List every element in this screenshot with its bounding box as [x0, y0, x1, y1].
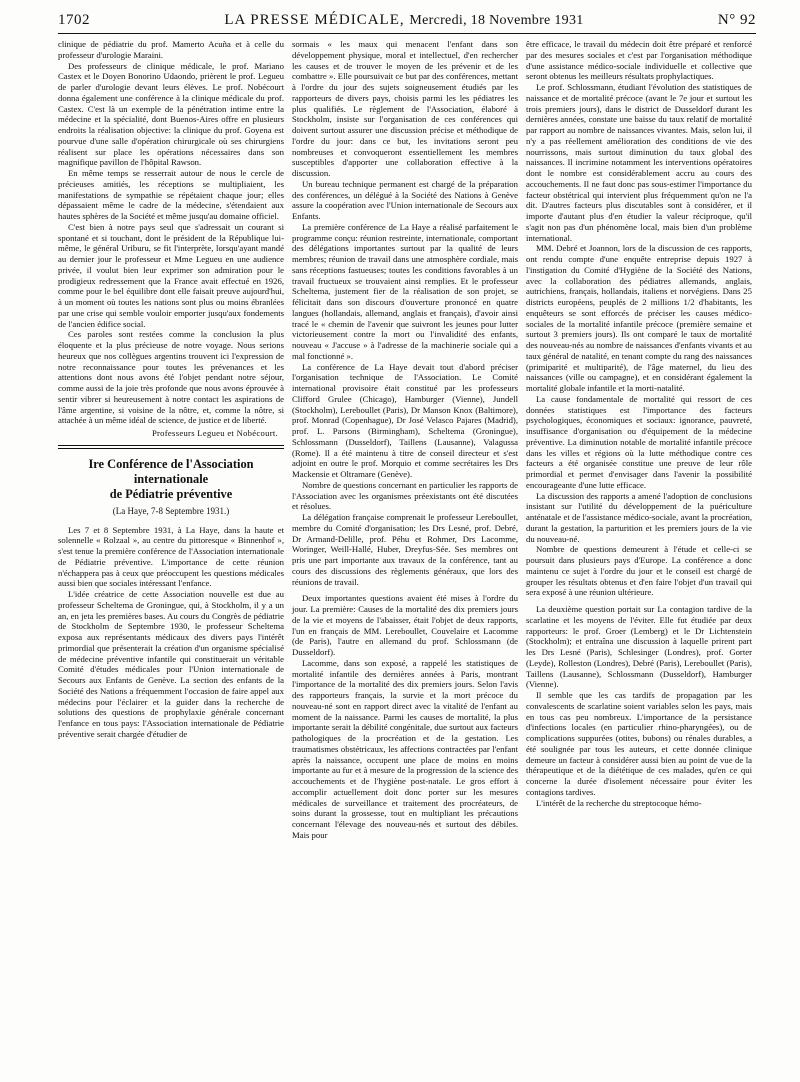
paragraph: Les 7 et 8 Septembre 1931, à La Haye, dans la haute et solennelle « Rolzaal », au centre du pittoresque « Binnenhof », s'est tenue la première conférence de l'Association internationale de Pédiatrie préventive. L'importance de cette réunion n'échappera pas à ceux que préoccupent les questions médicales aussi bien que sociales intéressant l'enfance. — [58, 524, 284, 589]
paragraph: Deux importantes questions avaient été mises à l'ordre du jour. La première: Causes de la mortalité des dix premiers jours de la vie et moyens de l'abaisser, était l'objet de deux rapports, l'un en français de MM. Lereboullet, Couvelaire et Lacomme (de Paris), l'autre en allemand du prof. Schlossmann (de Dusseldorf). — [292, 593, 518, 657]
section-divider — [58, 445, 284, 446]
paragraph: clinique de pédiatrie du prof. Mamerto Acuña et à celle du professeur d'urologie Maraini. — [58, 39, 284, 60]
paragraph: Lacomme, dans son exposé, a rappelé les statistiques de mortalité infantile des dernières années à Paris, montrant l'importance de la mortalité des dix premiers jours. Selon l'avis des rapporteurs français, la survie et la mort précoce du nouveau-né sont en rapport direct avec la vitalité de l'enfant au moment de la naissance. Parmi les causes de mortalité, la plus importante serait la débilité congénitale, due surtout aux facteurs pathologiques de la procréation et de la gestation. Les traumatismes obstétricaux, les affections contractées par l'enfant après la naissance, occupent une place de moins en moins importante au fur et à mesure de la progression de la science des accouchements et de l'hygiène post-natale. Le gros effort à accomplir actuellement doit donc porter sur les mesures médicales de surveillance et traitement des procréateurs, de soins durant la grossesse, tout en multipliant les précautions concernant l'élevage des nouveau-nés et surtout des débiles. Mais pour — [292, 657, 518, 840]
page-number: 1702 — [58, 12, 90, 28]
article-place-date: (La Haye, 7-8 Septembre 1931.) — [112, 505, 230, 516]
journal-name: LA PRESSE MÉDICALE, — [224, 12, 405, 28]
paragraph: MM. Debré et Joannon, lors de la discussion de ces rapports, ont rendu compte d'une enquête entreprise depuis 1927 à l'instigation du Comité d'Hygiène de la Société des Nations, avec la collaboration des pédiatres allemands, anglais, autrichiens, français, hollandais, italiens et norvégiens. Dans 25 districts européens, peuplés de 2 millions 1/2 d'habitants, les enquêteurs se sont efforcés de préciser les causes médico-sociales de la mortalité infantile précoce (première semaine et surtout 3 premiers jours). Ils ont comparé le taux de mortalité des nouveau-nés au nombre de naissances d'enfants vivants et au taux général de natalité, en tenant compte du rang des naissances (primiparité et multiparité), de l'âge maternel, du lieu des naissances (ville ou campagne), et en considérant également la mortalité globale infantile et la morti-natalité. — [526, 243, 752, 393]
column-2 — [292, 39, 518, 841]
paragraph: L'intérêt de la recherche du streptocoque hémo- — [536, 797, 702, 808]
section-divider — [58, 448, 284, 449]
article-title-line: de Pédiatrie préventive — [109, 486, 233, 501]
column-3 — [526, 39, 752, 841]
paragraph: Le prof. Schlossmann, étudiant l'évolution des statistiques de naissance et de mortalité précoce (avant le 7e jour et surtout les trois premiers jours), dans le district de Dusseldorf durant les dernières années, constate une baisse du taux relatif de mortalité par rapport au nombre de naissances vivantes. Mais, selon lui, il n'y a pas réellement amélioration des conditions de vie des nourrissons, mais surtout diminution du taux global des naissances. Il incrimine notamment les interventions opératoires dont le nombre est considérablement accru au cours des accouchements. Il ne faut donc pas sous-estimer l'importance du facteur obstétrical qui intervient plus fréquemment qu'on ne l'a dit. D'autres facteurs plus discutables sont à considérer, et il importe d'autant plus d'en étudier la valeur réciproque, qu'il s'agit non pas d'un phénomène local, mais bien d'un problème international. — [526, 82, 752, 243]
paragraph: La première conférence de La Haye a réalisé parfaitement le programme conçu: réunion restreinte, internationale, comportant des délégations importantes surtout par la qualité de leurs membres; réunion de travail dans une atmosphère cordiale, mais sans réceptions fastueuses; toutes les conditions favorables à un travail fructueux se trouvaient ainsi remplies. Et le professeur Scheltema, justement fier de la réalisation de son projet, se félicitait dans son discours d'ouverture prononcé en quatre langues (hollandais, allemand, anglais et français), d'avoir ainsi tracé le « chemin de l'avenir que suivront les jeunes pour lutter victorieusement contre la mort ou l'invalidité des enfants, nouveau « J'accuse » à l'adresse de la machinerie sociale qui a mal fonctionné ». — [292, 221, 518, 361]
paragraph: sormais « les maux qui menacent l'enfant dans son développement physique, moral et intellectuel, d'en rechercher les causes et de trouver le moyen de les prévenir et de les combattre ». Elle poursuivait ce but par des conférences, mettant à l'ordre du jour des sujets soigneusement étudiés par les rapporteurs de divers pays, choisis parmi les les pédiatres les plus qualifiés. Le règlement de l'Association, élaboré à Stockholm, insiste sur l'organisation de ces conférences qui doivent surtout assurer une discussion précise et méthodique de l'ordre du jour: dans ce but, les invitations seront peu nombreuses et convoqueront essentiellement les membres susceptibles d'apporter une collaboration effective à la discussion. — [292, 39, 518, 178]
paragraph: La deuxième question portait sur La contagion tardive de la scarlatine et les moyens de l'éviter. Elle fut étudiée par deux rapporteurs: le prof. Groer (Lemberg) et le Dr Lichtenstein (Stockholm); et entraîna une discussion à laquelle prirent part les Drs Lesné (Paris), Schlesinger (Londres), prof. Gorter (Leyde), Rolleston (Londres), Debré (Paris), Lereboullet (Paris), Taillens (Lausanne), Schlossmann (Dusseldorf), Hamburger (Vienne). — [526, 604, 752, 690]
page-header — [58, 12, 756, 29]
paragraph: La cause fondamentale de mortalité qui ressort de ces données statistiques est l'importance des facteurs psychologiques, économiques et sociaux: ignorance, pauvreté, insuffisance d'organisation ou d'équipement de la médecine préventive. La diminution notable de mortalité infantile précoce dans les villes et régions où la lutte méthodique contre ces facteurs a été organisée constitue une preuve de leur rôle primordial et permet d'envisager dans l'avenir la possibilité encourageante d'une lutte efficace. — [526, 393, 752, 490]
paragraph: Il semble que les cas tardifs de propagation par les convalescents de scarlatine soient variables selon les pays, mais en tous cas peu nombreux. L'importance de la persistance d'infections locales (en particulier rhino-pharyngées), ou de complications suppurées (otites, bubons) ou rénales durables, a été soulignée par tous les auteurs, et cette donnée clinique demeure un facteur à considérer aussi bien au point de vue de la thérapeutique et de la diététique de ces malades, qu'en ce qui concerne la durée d'isolement nécessaire pour éviter les contagions tardives. — [526, 690, 752, 797]
paragraph: L'idée créatrice de cette Association nouvelle est due au professeur Scheltema de Groningue, qui, à Stockholm, il y a un an, en jeta les premières bases. Au cours du Congrès de pédiatrie de Stockholm de Septembre 1930, le professeur Scheltema exposa aux représentants médicaux des divers pays l'intérêt primordial que présenterait la création d'un organisme spécialisé de médecine préventive infantile qui constituerait un véritable Comité d'études médicales pour l'Union internationale de Secours aux Enfants de Genève. La section des enfants de la Société des Nations a fréquemment l'occasion de faire appel aux médecins pour l'éclairer et la guider dans la recherche de solutions des questions de prophylaxie générale concernant l'enfance en tous pays: l'Association internationale de Pédiatrie préventive serait chargée d'étudier de — [58, 589, 284, 739]
paragraph: La discussion des rapports a amené l'adoption de conclusions insistant sur l'utilité du développement de la puériculture anténatale et de l'assistance médico-sociale, avant la procréation, durant la gestation, la parturition et les premiers jours de la vie du nouveau-né. — [526, 490, 752, 544]
article-columns — [58, 39, 756, 841]
paragraph: être efficace, le travail du médecin doit être préparé et renforcé par des mesures sociales et c'est par l'organisation méthodique d'une assistance médico-sociale individuelle et collective que seront obtenus les meilleurs résultats prophylactiques. — [526, 39, 752, 82]
paragraph: Nombre de questions concernant en particulier les rapports de l'Association avec les organismes préexistants ont été discutées et résolues. — [292, 479, 518, 512]
issue-date: Mercredi, 18 Novembre 1931 — [409, 13, 584, 28]
issue-number: N° 92 — [717, 12, 756, 28]
paragraph: C'est bien à notre pays seul que s'adressait un courant si spontané et si touchant, dont le président de la République lui-même, le général Uriburu, se fit l'interprète, lorsqu'ayant mandé au dernier jour le professeur et Mme Legueu en une audience privée, il voulut bien leur exprimer son admiration pour le prodigieux redressement que la France avait effectué en 1926, comme pour le bel équilibre dont elle faisait preuve aujourd'hui, à un moment où toutes les nations sont plus ou moins ébranlées par une crise qui semble vouloir emporter jusqu'aux fondements de l'ancien édifice social. — [58, 221, 284, 329]
column-1 — [58, 39, 284, 841]
paragraph: Ces paroles sont restées comme la conclusion la plus éloquente et la plus précieuse de notre voyage. Nous serions heureux que nos collègues argentins trouvent ici l'expression de notre reconnaissance pour toutes les prévenances et les attentions dont nous avons été l'objet pendant notre séjour, comme aussi de la joie très profonde que nous avons éprouvée à sentir vibrer si heureusement à notre contact les aspirations de l'âme argentine, si voisine de la nôtre, et, comme la nôtre, si attachée à un même idéal de science, de justice et de liberté. — [58, 329, 284, 426]
article-title-line: internationale — [133, 471, 209, 486]
header-rule — [58, 33, 756, 34]
article-title-line: Ire Conférence de l'Association — [88, 456, 254, 471]
article-title — [58, 457, 284, 502]
paragraph: La conférence de La Haye devait tout d'abord préciser l'organisation technique de l'Association. Le Comité international provisoire était constitué par les professeurs Clifford Grulee (Chicago), Hamburger (Vienne), Jundell (Stockholm), Lereboullet (Paris), Dr Manson Knox (Baltimore), prof. Monrad (Copenhague), Dr José Velasco Pajares (Madrid), prof. L. Parsons (Birmingham), Scheltema (Groningue), Schlossmann (Dusseldorf), Taillens (Lausanne), Valagussa (Rome). Il a été maintenu à titre de conseil directeur et s'est adjoint en outre le prof. Morquio et comme secrétaires les Drs Mackensie et Oltramare (Genève). — [292, 361, 518, 479]
paragraph: La délégation française comprenait le professeur Lereboullet, membre du Comité d'organisation; les Drs Lesné, prof. Debré, Dr Armand-Delille, prof. Péhu et Rohmer, Drs Lacomme, Woringer, Weill-Hallé, Huber, Dreyfus-Sée. Ses membres ont pris une part importante aux travaux de la conférence, tant au cours des discussions des règlements généraux, que lors des réunions de travail. — [292, 512, 518, 587]
paragraph: Nombre de questions demeurent à l'étude et celle-ci se poursuit dans plusieurs pays d'Europe. La conférence a donc maintenu ce sujet à l'ordre du jour et le conseil est chargé de grouper les résultats obtenus et d'en faire l'objet d'un travail qui sera exposé à une réunion ultérieure. — [526, 544, 752, 598]
journal-title-line — [224, 12, 583, 29]
paragraph: En même temps se resserrait autour de nous le cercle de précieuses amitiés, les réceptions se multipliaient, les manifestations de sympathie se répétaient chaque jour; elles dépassaient même le cadre de la médecine, s'étendaient aux hautes sphères de la Société et même jusqu'au domaine officiel. — [58, 168, 284, 221]
paragraph: Un bureau technique permanent est chargé de la préparation des conférences, un délégué à la Société des Nations à Genève assure la coopération avec l'Union internationale de Secours aux Enfants. — [292, 178, 518, 221]
signature: Professeurs Legueu et Nobécourt. — [151, 428, 278, 438]
paragraph: Des professeurs de clinique médicale, le prof. Mariano Castex et le Doyen Bonorino Udaondo, prièrent le prof. Legueu de parler d'urologie devant leurs élèves. Le prof. Nobécourt donna également une conférence à la clinique médicale du prof. Castex. C'est là un exemple de la pénétration intime entre la médecine et la spécialité, dont Buenos-Aires offre en plusieurs endroits la réalisation objective: la clinique du prof. Goyena est pourvue d'une salle d'opération chirurgicale où ses chirurgiens réalisent sur place les opérations nécessaires dans son magnifique pavillon de l'hôpital Rawson. — [58, 60, 284, 168]
